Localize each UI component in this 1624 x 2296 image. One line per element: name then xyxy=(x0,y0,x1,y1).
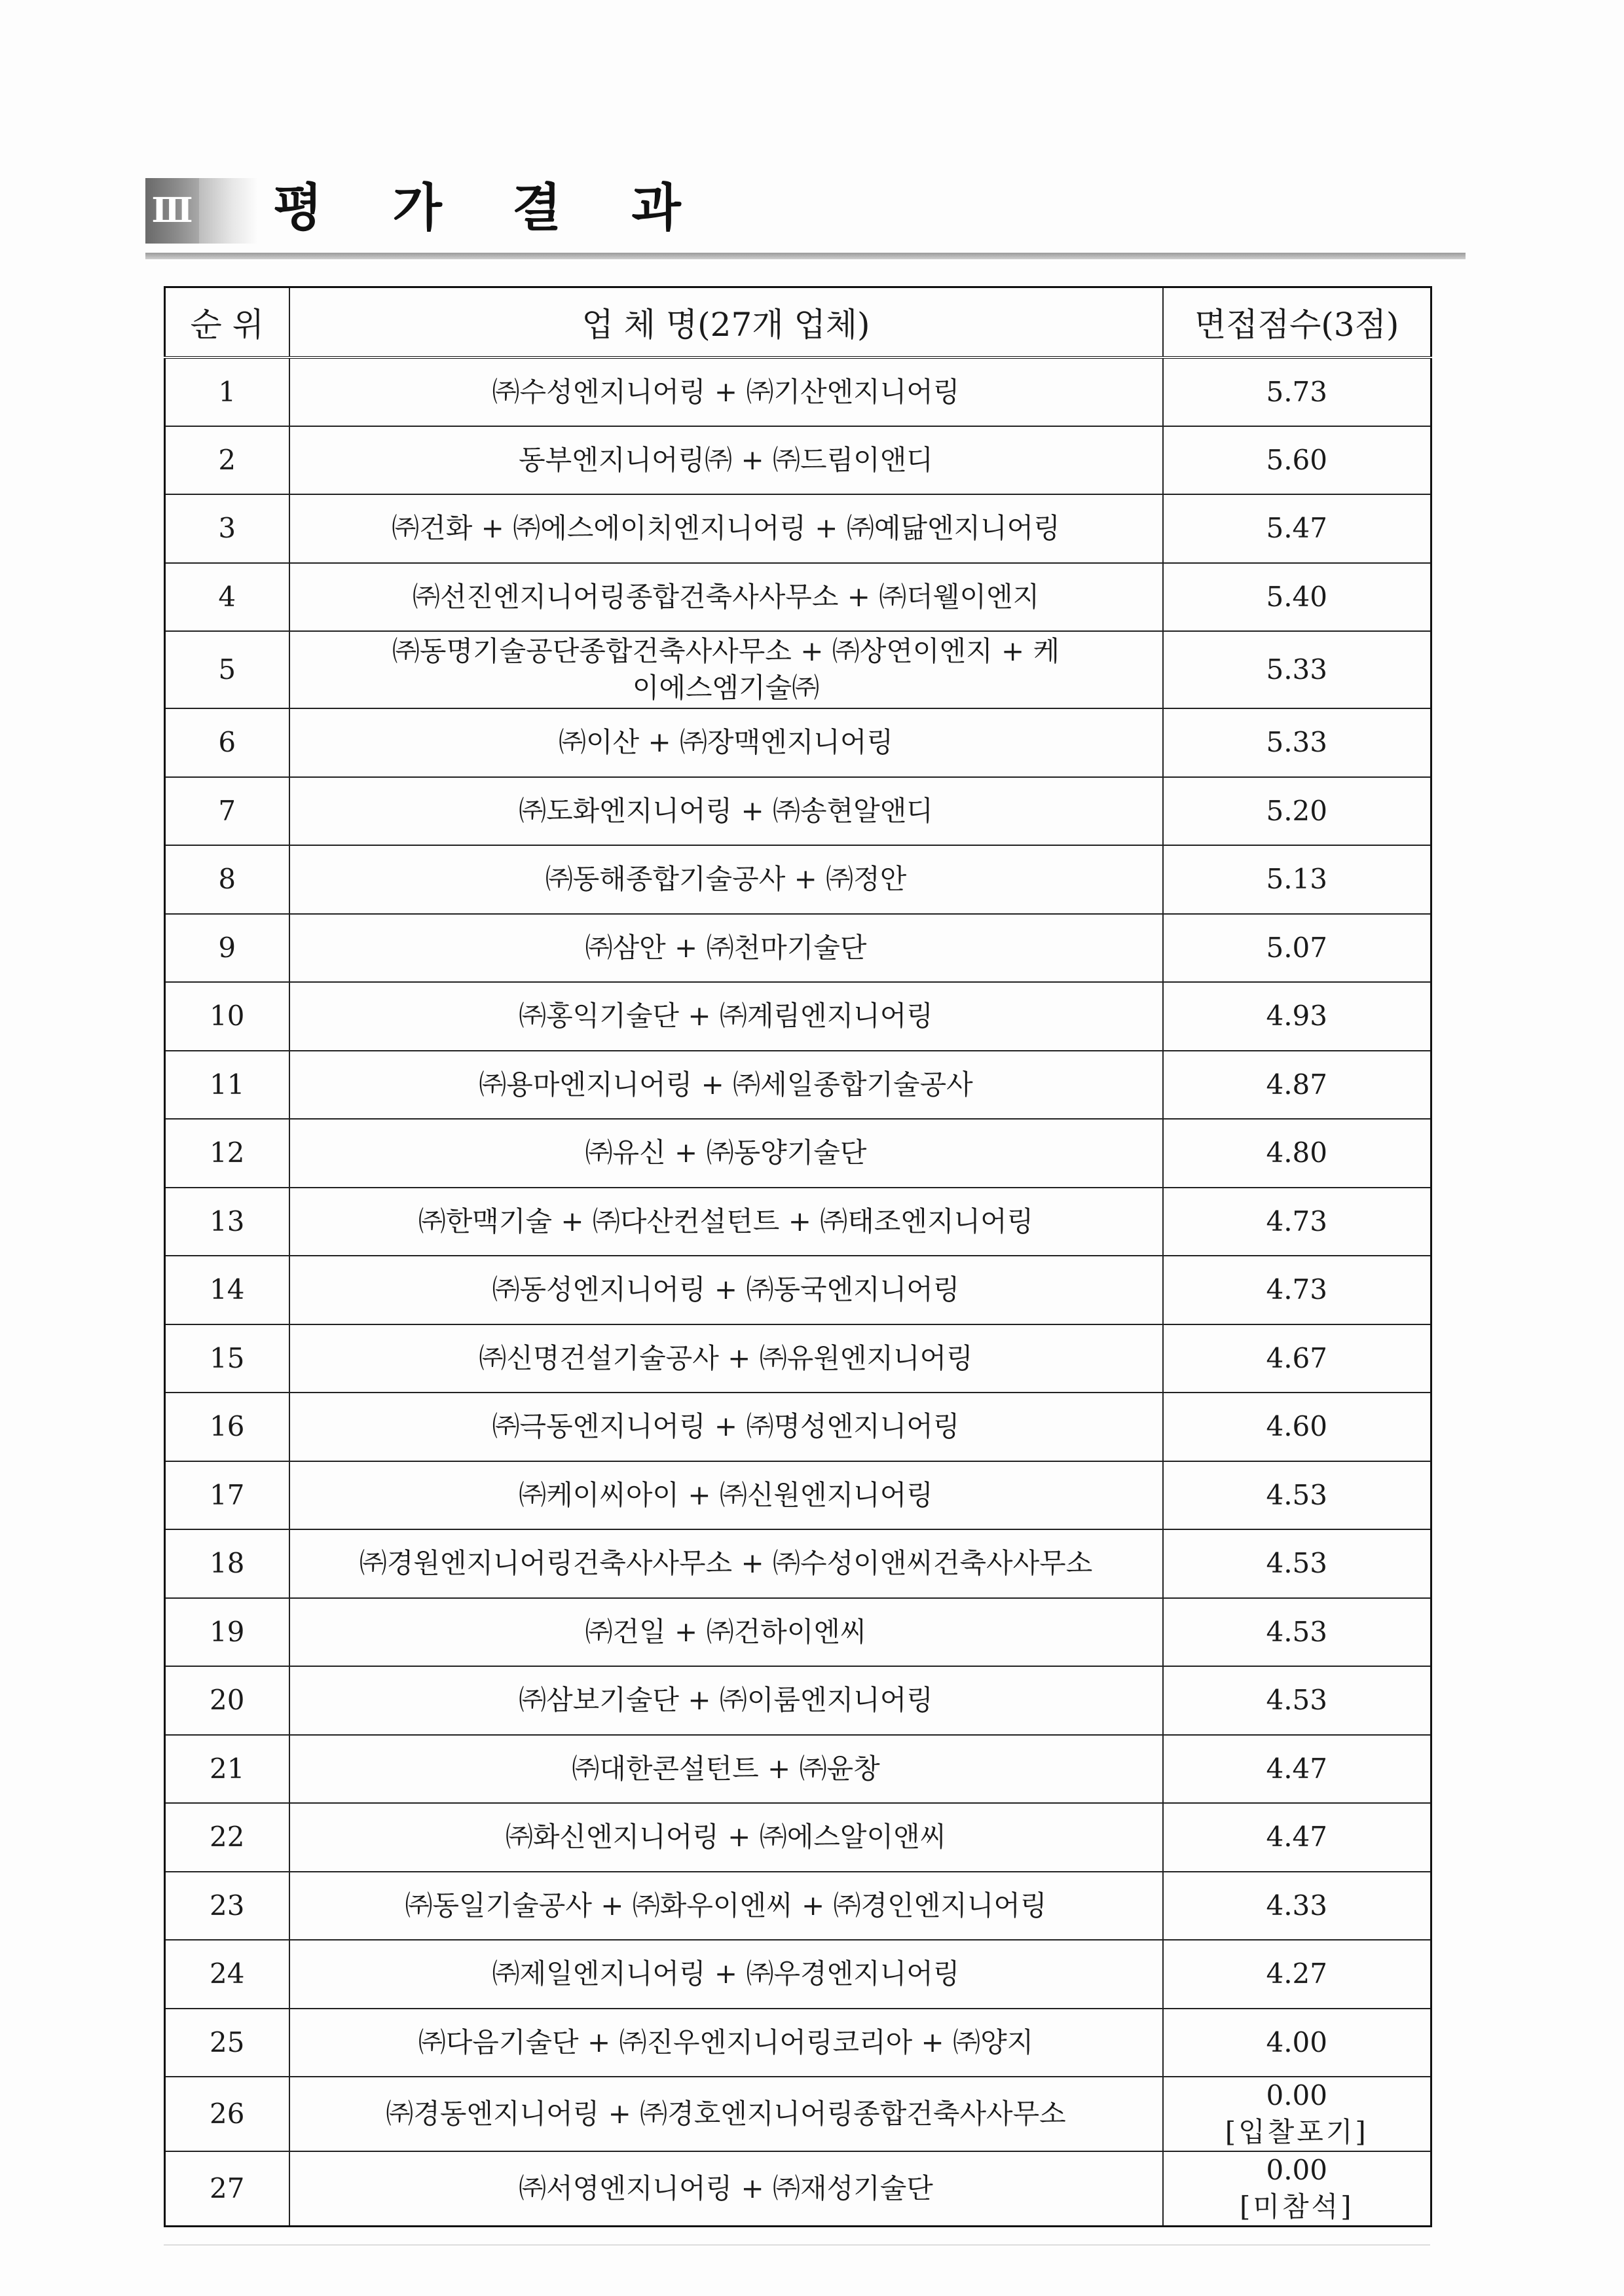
score-value: 4.47 xyxy=(1266,1752,1327,1785)
score-note: [미참석] xyxy=(1240,2191,1354,2223)
score-cell xyxy=(1163,777,1431,846)
table-row xyxy=(165,426,1431,495)
rank-cell: 10 xyxy=(165,982,289,1051)
score-cell xyxy=(1163,1393,1431,1461)
header-score: 면접점수(3점) xyxy=(1163,287,1431,358)
company-cell: ㈜극동엔지니어링 + ㈜명성엔지니어링 xyxy=(289,1393,1163,1461)
score-cell xyxy=(1163,2077,1431,2151)
score-value: 5.47 xyxy=(1266,512,1327,545)
company-cell: ㈜경원엔지니어링건축사사무소 + ㈜수성이앤씨건축사사무소 xyxy=(289,1529,1163,1598)
rank-cell: 4 xyxy=(165,563,289,632)
score-cell xyxy=(1163,426,1431,495)
table-row xyxy=(165,708,1431,777)
score-value: 4.27 xyxy=(1266,1958,1327,1990)
header-rank: 순 위 xyxy=(165,287,289,358)
table-row xyxy=(165,845,1431,914)
company-cell: ㈜다음기술단 + ㈜진우엔지니어링코리아 + ㈜양지 xyxy=(289,2009,1163,2077)
table-row xyxy=(165,494,1431,563)
section-header xyxy=(145,172,1466,263)
table-row xyxy=(165,982,1431,1051)
company-cell: ㈜건일 + ㈜건하이엔씨 xyxy=(289,1598,1163,1667)
table-row xyxy=(165,1735,1431,1804)
rank-cell: 5 xyxy=(165,631,289,708)
rank-cell: 9 xyxy=(165,914,289,983)
table-row xyxy=(165,1188,1431,1256)
score-cell xyxy=(1163,1256,1431,1324)
score-cell xyxy=(1163,1803,1431,1872)
rank-cell: 13 xyxy=(165,1188,289,1256)
company-cell: ㈜건화 + ㈜에스에이치엔지니어링 + ㈜예닮엔지니어링 xyxy=(289,494,1163,563)
score-cell xyxy=(1163,1188,1431,1256)
table-row xyxy=(165,1051,1431,1120)
table-row xyxy=(165,1940,1431,2009)
score-value: 4.53 xyxy=(1266,1547,1327,1580)
section-badge-tail xyxy=(199,178,258,244)
table-row xyxy=(165,1666,1431,1735)
company-cell: ㈜수성엔지니어링 + ㈜기산엔지니어링 xyxy=(289,357,1163,426)
score-value: 5.20 xyxy=(1266,794,1327,827)
score-value: 0.00 xyxy=(1266,2079,1327,2111)
score-value: 0.00 xyxy=(1266,2154,1327,2186)
score-value: 4.53 xyxy=(1266,1684,1327,1717)
rank-cell: 8 xyxy=(165,845,289,914)
table-row xyxy=(165,1461,1431,1530)
header-company: 업 체 명(27개 업체) xyxy=(289,287,1163,358)
rank-cell: 1 xyxy=(165,357,289,426)
table-row xyxy=(165,1598,1431,1667)
rank-cell: 20 xyxy=(165,1666,289,1735)
table-row xyxy=(165,777,1431,846)
score-value: 5.73 xyxy=(1266,375,1327,408)
score-cell xyxy=(1163,1529,1431,1598)
table-row xyxy=(165,2077,1431,2151)
rank-cell: 27 xyxy=(165,2151,289,2227)
score-cell xyxy=(1163,494,1431,563)
section-header-rule xyxy=(145,253,1466,259)
company-cell: ㈜서영엔지니어링 + ㈜재성기술단 xyxy=(289,2151,1163,2227)
company-cell: ㈜제일엔지니어링 + ㈜우경엔지니어링 xyxy=(289,1940,1163,2009)
score-cell xyxy=(1163,708,1431,777)
score-cell xyxy=(1163,1119,1431,1188)
table-header-row xyxy=(165,287,1431,358)
company-cell: ㈜한맥기술 + ㈜다산컨설턴트 + ㈜태조엔지니어링 xyxy=(289,1188,1163,1256)
rank-cell: 24 xyxy=(165,1940,289,2009)
score-cell xyxy=(1163,1324,1431,1393)
table-row xyxy=(165,1529,1431,1598)
rank-cell: 22 xyxy=(165,1803,289,1872)
table-row xyxy=(165,1393,1431,1461)
score-cell xyxy=(1163,914,1431,983)
score-value: 4.80 xyxy=(1266,1137,1327,1169)
score-cell xyxy=(1163,845,1431,914)
company-cell: 동부엔지니어링㈜ + ㈜드림이앤디 xyxy=(289,426,1163,495)
company-cell: ㈜경동엔지니어링 + ㈜경호엔지니어링종합건축사사무소 xyxy=(289,2077,1163,2151)
score-value: 4.53 xyxy=(1266,1478,1327,1511)
score-cell xyxy=(1163,563,1431,632)
company-cell: ㈜동성엔지니어링 + ㈜동국엔지니어링 xyxy=(289,1256,1163,1324)
score-cell xyxy=(1163,1598,1431,1667)
score-value: 4.60 xyxy=(1266,1410,1327,1443)
score-cell xyxy=(1163,1461,1431,1530)
score-cell xyxy=(1163,982,1431,1051)
table-row xyxy=(165,1324,1431,1393)
page-bottom-line xyxy=(164,2244,1430,2246)
rank-cell: 15 xyxy=(165,1324,289,1393)
score-cell xyxy=(1163,1735,1431,1804)
score-cell xyxy=(1163,1666,1431,1735)
rank-cell: 7 xyxy=(165,777,289,846)
score-cell xyxy=(1163,1051,1431,1120)
company-cell: ㈜삼안 + ㈜천마기술단 xyxy=(289,914,1163,983)
company-cell: ㈜선진엔지니어링종합건축사사무소 + ㈜더웰이엔지 xyxy=(289,563,1163,632)
score-value: 4.47 xyxy=(1266,1821,1327,1853)
score-value: 4.53 xyxy=(1266,1615,1327,1648)
score-value: 4.33 xyxy=(1266,1889,1327,1922)
section-number-badge: Ⅲ xyxy=(145,178,199,244)
table-body xyxy=(165,357,1431,2227)
company-cell: ㈜대한콘설턴트 + ㈜윤창 xyxy=(289,1735,1163,1804)
company-cell: ㈜동일기술공사 + ㈜화우이엔씨 + ㈜경인엔지니어링 xyxy=(289,1872,1163,1941)
section-title: 평 가 결 과 xyxy=(273,179,707,238)
table-row xyxy=(165,1119,1431,1188)
evaluation-results-table xyxy=(164,286,1432,2227)
score-cell xyxy=(1163,2009,1431,2077)
score-cell xyxy=(1163,1872,1431,1941)
table-row xyxy=(165,357,1431,426)
rank-cell: 12 xyxy=(165,1119,289,1188)
rank-cell: 23 xyxy=(165,1872,289,1941)
company-cell: ㈜유신 + ㈜동양기술단 xyxy=(289,1119,1163,1188)
score-value: 4.00 xyxy=(1266,2026,1327,2058)
rank-cell: 26 xyxy=(165,2077,289,2151)
score-value: 4.73 xyxy=(1266,1273,1327,1306)
table-row xyxy=(165,914,1431,983)
table-row xyxy=(165,1803,1431,1872)
score-value: 4.93 xyxy=(1266,1000,1327,1032)
table-row xyxy=(165,1256,1431,1324)
rank-cell: 16 xyxy=(165,1393,289,1461)
rank-cell: 2 xyxy=(165,426,289,495)
company-cell: ㈜삼보기술단 + ㈜이룸엔지니어링 xyxy=(289,1666,1163,1735)
company-cell: ㈜신명건설기술공사 + ㈜유원엔지니어링 xyxy=(289,1324,1163,1393)
table-row xyxy=(165,563,1431,632)
score-value: 5.40 xyxy=(1266,580,1327,613)
score-value: 5.07 xyxy=(1266,931,1327,964)
company-cell: ㈜케이씨아이 + ㈜신원엔지니어링 xyxy=(289,1461,1163,1530)
company-cell: ㈜화신엔지니어링 + ㈜에스알이앤씨 xyxy=(289,1803,1163,1872)
rank-cell: 11 xyxy=(165,1051,289,1120)
score-cell xyxy=(1163,357,1431,426)
rank-cell: 14 xyxy=(165,1256,289,1324)
rank-cell: 6 xyxy=(165,708,289,777)
table-row xyxy=(165,2151,1431,2227)
score-value: 5.60 xyxy=(1266,443,1327,476)
rank-cell: 3 xyxy=(165,494,289,563)
score-cell xyxy=(1163,631,1431,708)
company-cell: ㈜도화엔지니어링 + ㈜송현알앤디 xyxy=(289,777,1163,846)
rank-cell: 21 xyxy=(165,1735,289,1804)
rank-cell: 25 xyxy=(165,2009,289,2077)
company-cell: ㈜동명기술공단종합건축사사무소 + ㈜상연이엔지 + 케이에스엠기술㈜ xyxy=(289,631,1163,708)
score-value: 4.67 xyxy=(1266,1341,1327,1374)
company-cell: ㈜용마엔지니어링 + ㈜세일종합기술공사 xyxy=(289,1051,1163,1120)
company-cell: ㈜이산 + ㈜장맥엔지니어링 xyxy=(289,708,1163,777)
company-cell: ㈜홍익기술단 + ㈜계림엔지니어링 xyxy=(289,982,1163,1051)
score-cell xyxy=(1163,2151,1431,2227)
score-cell xyxy=(1163,1940,1431,2009)
rank-cell: 18 xyxy=(165,1529,289,1598)
table-row xyxy=(165,1872,1431,1941)
score-value: 5.13 xyxy=(1266,863,1327,896)
score-value: 5.33 xyxy=(1266,726,1327,759)
table-row xyxy=(165,631,1431,708)
score-note: [입찰포기] xyxy=(1225,2116,1369,2148)
rank-cell: 17 xyxy=(165,1461,289,1530)
company-cell: ㈜동해종합기술공사 + ㈜정안 xyxy=(289,845,1163,914)
rank-cell: 19 xyxy=(165,1598,289,1667)
score-value: 4.87 xyxy=(1266,1068,1327,1101)
score-value: 4.73 xyxy=(1266,1205,1327,1237)
score-value: 5.33 xyxy=(1266,653,1327,685)
table-row xyxy=(165,2009,1431,2077)
